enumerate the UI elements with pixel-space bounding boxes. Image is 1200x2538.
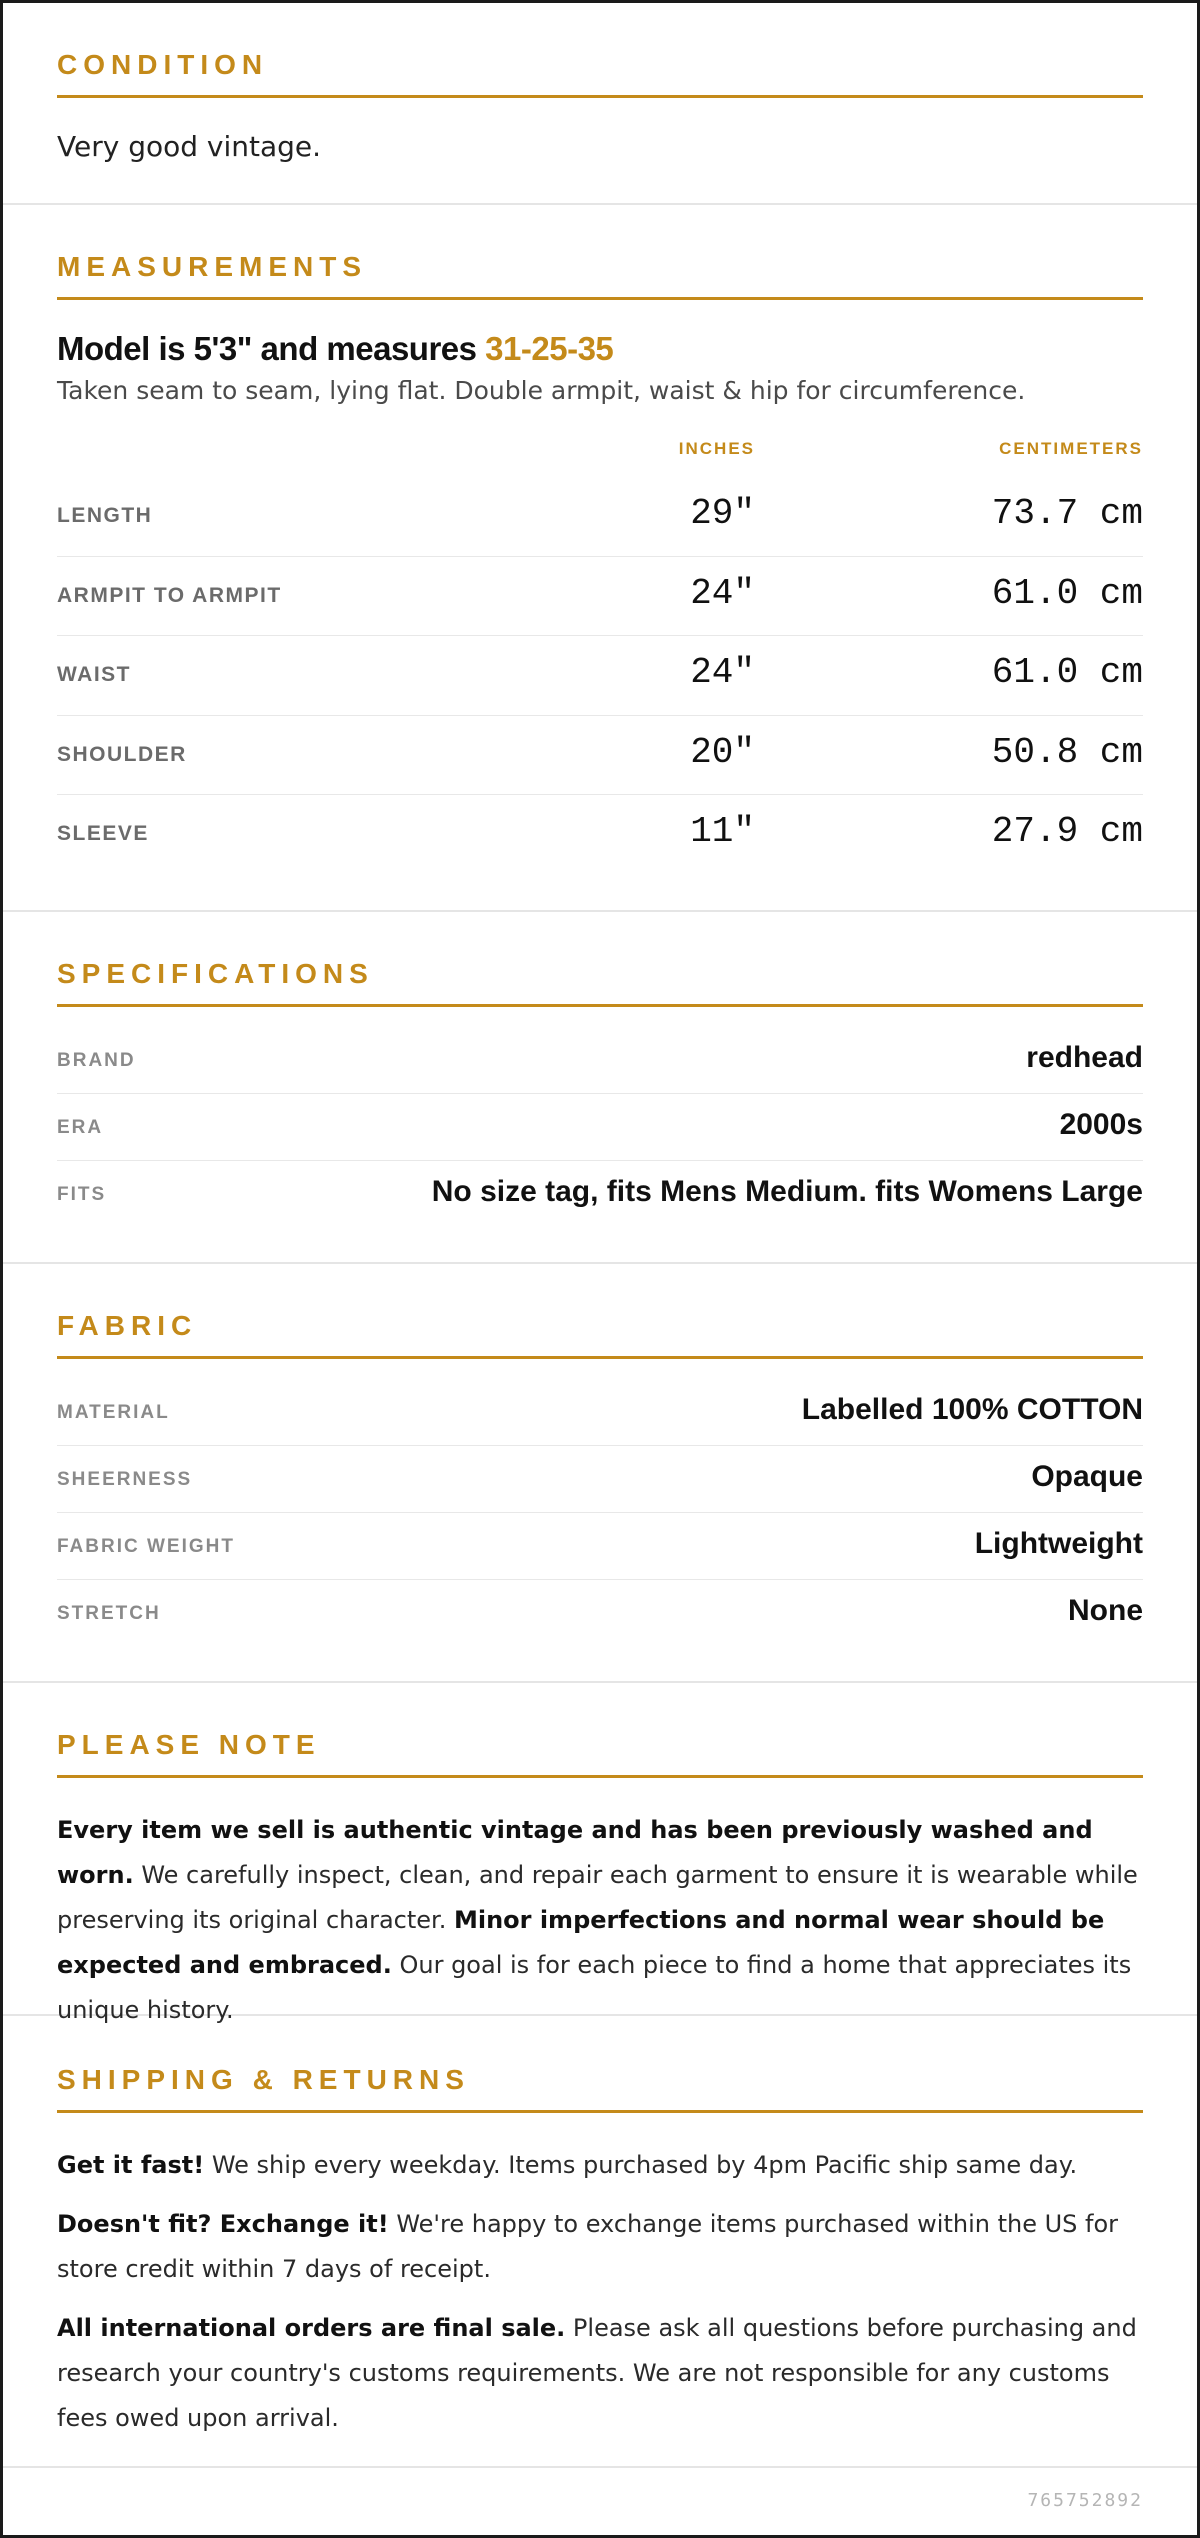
spec-value: 2000s xyxy=(1059,1108,1143,1141)
shipping-text: We ship every weekday. Items purchased by 4pm Pacific ship same day. xyxy=(204,2151,1078,2179)
centimeters-column-header: CENTIMETERS xyxy=(999,439,1143,458)
specifications-title: SPECIFICATIONS xyxy=(57,958,1143,1007)
measurement-cm: 61.0 cm xyxy=(991,652,1143,693)
shipping-paragraph-fast xyxy=(57,2143,1143,2188)
measurements-section xyxy=(3,205,1197,912)
spec-label: FITS xyxy=(57,1184,107,1205)
measurement-label: SHOULDER xyxy=(57,742,187,766)
specifications-section xyxy=(3,912,1197,1264)
model-measures-line xyxy=(57,330,1143,368)
sku-number: 765752892 xyxy=(1027,2490,1143,2511)
note-bold-1: Every item we sell is authentic vintage and has been previously washed and worn. xyxy=(57,1816,1093,1889)
fabric-label: SHEERNESS xyxy=(57,1469,193,1490)
measurement-label: WAIST xyxy=(57,663,131,686)
measurement-inches: 11" xyxy=(690,811,755,852)
measurement-label: ARMPIT TO ARMPIT xyxy=(57,583,282,607)
spec-row-era xyxy=(57,1094,1143,1161)
please-note-section xyxy=(3,1683,1197,2024)
measurement-note: Taken seam to seam, lying flat. Double armpit, waist & hip for circumference. xyxy=(57,376,1026,405)
condition-section xyxy=(3,3,1197,205)
measurement-inches: 24" xyxy=(690,652,755,693)
please-note-text xyxy=(57,1808,1143,2033)
shipping-paragraph-international xyxy=(57,2306,1143,2441)
measurement-cm: 27.9 cm xyxy=(991,811,1143,852)
measurement-row-armpit-to-armpit xyxy=(57,557,1143,637)
fabric-value: None xyxy=(1068,1594,1143,1627)
fabric-row-sheerness xyxy=(57,1446,1143,1513)
spec-row-fits xyxy=(57,1161,1143,1228)
measurement-inches: 29" xyxy=(690,493,755,534)
shipping-title: SHIPPING & RETURNS xyxy=(57,2064,1143,2113)
measurement-table xyxy=(57,477,1143,875)
fabric-list xyxy=(57,1379,1143,1647)
shipping-text: We're happy to exchange items purchased within the US for store credit within 7 days of receipt. xyxy=(57,2210,1119,2283)
inches-column-header: INCHES xyxy=(678,439,755,458)
measurement-cm: 61.0 cm xyxy=(991,572,1143,614)
note-text-2: Our goal is for each piece to find a home that appreciates its unique history. xyxy=(57,1951,1132,2024)
condition-text: Very good vintage. xyxy=(57,130,322,163)
measurement-inches: 20" xyxy=(690,731,755,773)
fabric-label: FABRIC WEIGHT xyxy=(57,1536,235,1557)
fabric-row-weight xyxy=(57,1513,1143,1580)
fabric-label: STRETCH xyxy=(57,1603,161,1624)
shipping-bold: All international orders are final sale. xyxy=(57,2314,566,2342)
measurement-label: SLEEVE xyxy=(57,822,149,845)
specifications-list xyxy=(57,1027,1143,1228)
spec-label: ERA xyxy=(57,1117,104,1138)
measurements-title: MEASUREMENTS xyxy=(57,251,1143,300)
model-measures: 31-25-35 xyxy=(485,330,614,367)
measurement-row-shoulder xyxy=(57,716,1143,796)
spec-label: BRAND xyxy=(57,1050,136,1071)
measurement-row-waist xyxy=(57,636,1143,716)
shipping-returns-section xyxy=(3,2016,1197,2468)
model-prefix: Model is 5'3" and measures xyxy=(57,330,486,367)
measurement-row-sleeve xyxy=(57,795,1143,875)
spec-value: redhead xyxy=(1026,1041,1143,1074)
shipping-bold: Get it fast! xyxy=(57,2151,205,2179)
fabric-row-stretch xyxy=(57,1580,1143,1647)
measurement-label: LENGTH xyxy=(57,504,153,527)
please-note-title: PLEASE NOTE xyxy=(57,1729,1143,1778)
note-text-1: We carefully inspect, clean, and repair each garment to ensure it is wearable while preserving its original character. xyxy=(57,1861,1138,1934)
spec-value: No size tag, fits Mens Medium. fits Womens Large xyxy=(431,1175,1143,1208)
shipping-text: Please ask all questions before purchasing and research your country's customs requirements. We are not responsible for any customs fees owed upon arrival. xyxy=(57,2314,1137,2432)
fabric-label: MATERIAL xyxy=(57,1402,170,1423)
fabric-title: FABRIC xyxy=(57,1310,1143,1359)
fabric-section xyxy=(3,1264,1197,1683)
note-bold-2: Minor imperfections and normal wear should be expected and embraced. xyxy=(57,1906,1105,1979)
measurement-cm: 50.8 cm xyxy=(991,731,1143,773)
measurement-inches: 24" xyxy=(690,572,755,614)
measurement-cm: 73.7 cm xyxy=(991,493,1143,534)
spec-row-brand xyxy=(57,1027,1143,1094)
condition-title: CONDITION xyxy=(57,49,1143,98)
fabric-row-material xyxy=(57,1379,1143,1446)
measurement-row-length xyxy=(57,477,1143,557)
measurement-column-headers xyxy=(57,429,1143,477)
fabric-value: Lightweight xyxy=(974,1527,1143,1560)
shipping-bold: Doesn't fit? Exchange it! xyxy=(57,2210,389,2238)
footer xyxy=(3,2468,1197,2538)
fabric-value: Labelled 100% COTTON xyxy=(801,1393,1143,1426)
shipping-paragraph-exchange xyxy=(57,2202,1143,2292)
fabric-value: Opaque xyxy=(1031,1460,1143,1493)
